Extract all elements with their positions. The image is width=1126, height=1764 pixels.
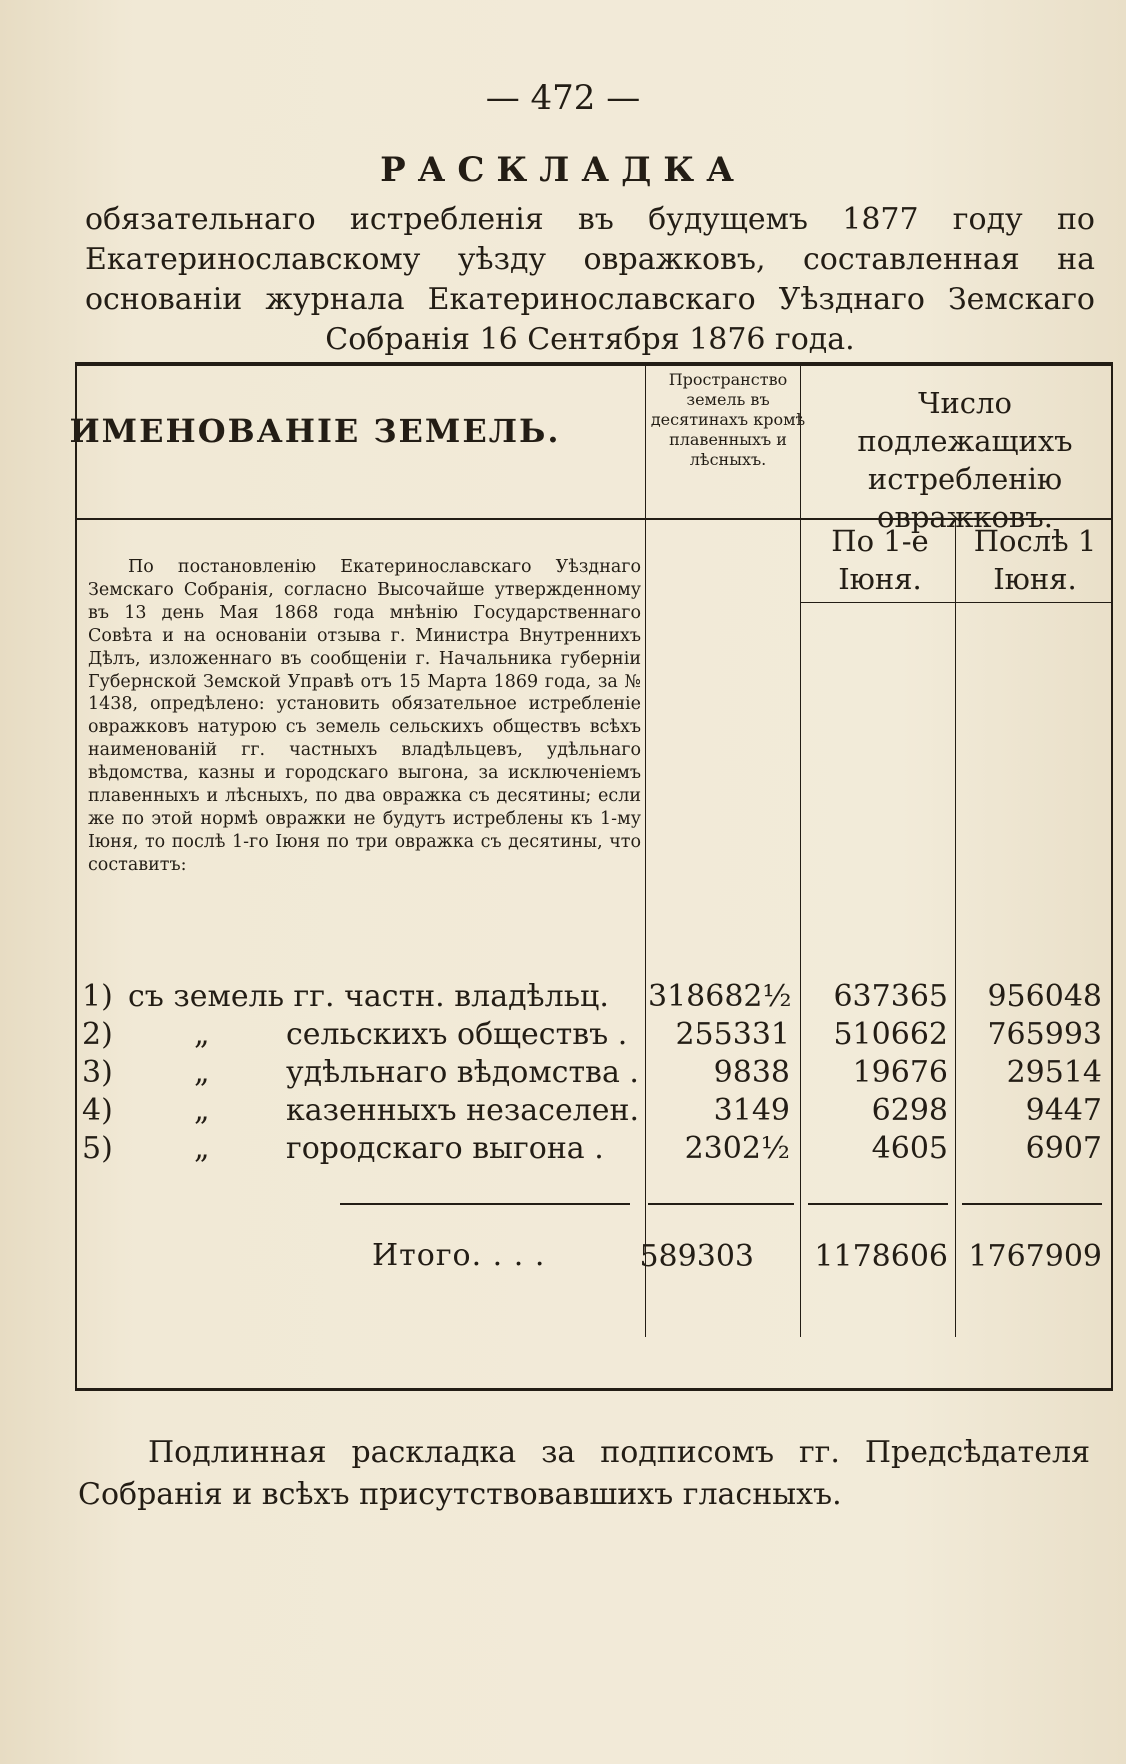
row-label: казенныхъ незаселен. xyxy=(286,1093,640,1128)
table-row xyxy=(0,978,1126,1016)
table-row xyxy=(0,1092,1126,1130)
row-before-june: 637365 xyxy=(833,979,948,1014)
ditto-mark: „ xyxy=(194,1093,210,1128)
total-before-june: 1178606 xyxy=(814,1239,948,1274)
intro-paragraph: По постановленію Екатеринославскаго Уѣзднаго Земскаго Собранія, согласно Высочайше утвержденному въ 13 день Мая 1868 года мнѣнію Государственнаго Совѣта и на основаніи отзыва г. Министра Внутреннихъ Дѣлъ, изложеннаго въ сообщеніи г. Начальника губерніи Губернской Земской Управѣ отъ 15 Марта 1869 года, за № 1438, опредѣлено: установить обязательное истребленіе овражковъ натурою съ земель сельскихъ обществъ всѣхъ наименованій гг. частныхъ владѣльцевъ, удѣльнаго вѣдомства, казны и городскаго выгона, за исключеніемъ плавенныхъ и лѣсныхъ, по два овражка съ десятины; если же по этой нормѣ овражки не будутъ истреблены къ 1-му Іюня, то послѣ 1-го Іюня по три овражка съ десятины, что составитъ: xyxy=(88,557,641,875)
total-area: 589303 xyxy=(639,1239,754,1274)
total-after-june: 1767909 xyxy=(968,1239,1102,1274)
row-number: 3) xyxy=(82,1055,113,1090)
row-area: 2302½ xyxy=(684,1131,790,1166)
row-label: съ земель гг. частн. владѣльц. xyxy=(128,979,609,1014)
header-count: Число подлежащихъ истребленію овражковъ. xyxy=(857,386,1073,534)
table-bottom-rule xyxy=(75,1388,1113,1391)
table-top-rule xyxy=(75,362,1113,366)
header-area: Пространство земель въ десятинахъ кромѣ плавенныхъ и лѣсныхъ. xyxy=(650,370,806,469)
row-after-june: 29514 xyxy=(1006,1055,1102,1090)
page-number: — 472 — xyxy=(485,78,641,118)
row-label: удѣльнаго вѣдомства . xyxy=(286,1055,639,1090)
total-label: Итого. . . . xyxy=(372,1238,546,1273)
ditto-mark: „ xyxy=(194,1055,210,1090)
table-left-rule xyxy=(75,362,77,1390)
total-rule-after xyxy=(962,1203,1102,1205)
row-after-june: 6907 xyxy=(1025,1131,1102,1166)
total-rule-area xyxy=(648,1203,794,1205)
row-before-june: 4605 xyxy=(871,1131,948,1166)
count-column-rule xyxy=(800,362,801,1337)
document-title: РАСКЛАДКА xyxy=(380,150,746,190)
total-rule-before xyxy=(808,1203,948,1205)
row-number: 2) xyxy=(82,1017,113,1052)
document-subtitle: обязательнаго истребленія въ будущемъ 1877 году по Екатеринославскому уѣзду овражковъ, составленная на основаніи журнала Екатеринославскаго Уѣзднаго Земскаго Собранія 16 Сентября 1876 года. xyxy=(85,202,1095,357)
row-after-june: 765993 xyxy=(987,1017,1102,1052)
ditto-mark: „ xyxy=(194,1131,210,1166)
total-row xyxy=(0,1238,1126,1276)
row-before-june: 510662 xyxy=(833,1017,948,1052)
table-row xyxy=(0,1130,1126,1168)
table-row xyxy=(0,1054,1126,1092)
row-area: 3149 xyxy=(713,1093,790,1128)
table-row xyxy=(0,1016,1126,1054)
row-area: 255331 xyxy=(675,1017,790,1052)
row-number: 1) xyxy=(82,979,113,1014)
row-number: 4) xyxy=(82,1093,113,1128)
ditto-mark: „ xyxy=(194,1017,210,1052)
row-area: 318682½ xyxy=(648,979,792,1014)
june-column-rule xyxy=(955,520,956,1337)
row-label: городскаго выгона . xyxy=(286,1131,604,1166)
area-column-rule xyxy=(645,362,646,1337)
row-area: 9838 xyxy=(713,1055,790,1090)
june-header-rule xyxy=(800,602,1113,603)
footer-note: Подлинная раскладка за подписомъ гг. Предсѣдателя Собранія и всѣхъ присутствовавшихъ гласныхъ. xyxy=(78,1435,1090,1512)
total-rule-name xyxy=(340,1203,630,1205)
table-right-rule xyxy=(1111,362,1113,1390)
header-before-june: По 1-е Іюня. xyxy=(831,524,929,596)
row-before-june: 19676 xyxy=(852,1055,948,1090)
row-after-june: 9447 xyxy=(1025,1093,1102,1128)
header-land-names: ИМЕНОВАНІЕ ЗЕМЕЛЬ. xyxy=(69,412,561,450)
row-number: 5) xyxy=(82,1131,113,1166)
row-after-june: 956048 xyxy=(987,979,1102,1014)
row-before-june: 6298 xyxy=(871,1093,948,1128)
row-label: сельскихъ обществъ . xyxy=(286,1017,628,1052)
header-after-june: Послѣ 1 Іюня. xyxy=(973,524,1097,596)
